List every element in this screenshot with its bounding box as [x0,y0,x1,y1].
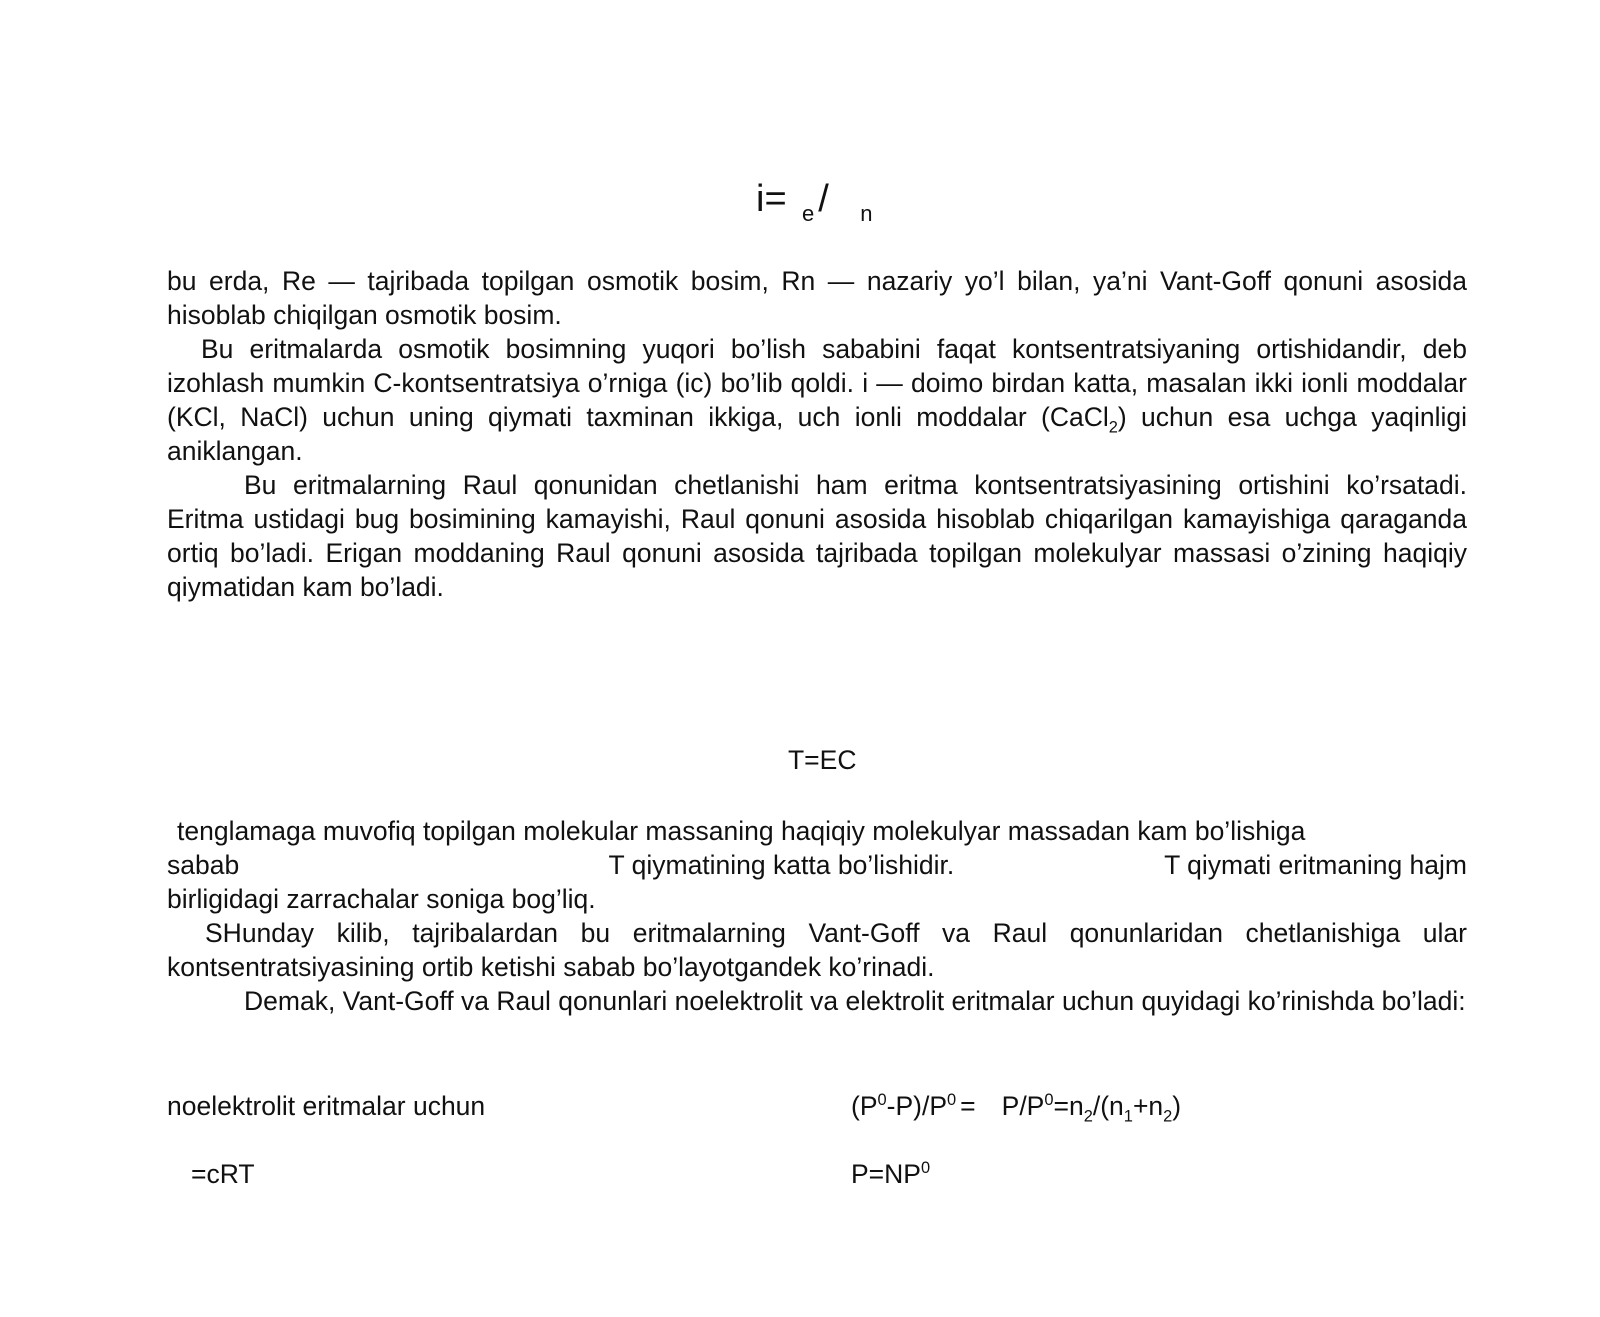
paragraph-4-line-3: birligidagi zarrachalar soniga bog’liq. [167,884,596,914]
paragraph-6: Demak, Vant-Goff va Raul qonunlari noelektrolit va elektrolit eritmalar uchun quyidagi ko’rinishda bo’ladi: [244,986,1466,1016]
formula-i-slash: / [818,178,829,220]
paragraph-4-line-1: tenglamaga muvofiq topilgan molekular massaning haqiqiy molekulyar massadan kam bo’lishiga [177,816,1306,846]
pnp-formula [851,1157,930,1191]
paragraph-4-mid: T qiymatining katta bo’lishidir. [608,850,955,880]
crt-formula: =cRT [191,1159,255,1189]
paragraph-3: Bu eritmalarning Raul qonunidan chetlanishi ham eritma kontsentratsiyasining ortishini ko’rsatadi. Eritma ustidagi bug bosimining kamayishi, Raul qonuni asosida hisoblab chiqarilgan kamayishiga qaraganda ortiq bo’ladi. Erigan moddaning Raul qonuni asosida tajribada topilgan molekulyar massasi o’zining haqiqiy qiymatidan kam bo’ladi. [167,470,1467,602]
paragraph-4-sabab: sabab [167,850,240,880]
paragraph-2-text: Bu eritmalarda osmotik bosimning yuqori bo’lish sababini faqat kontsentratsiyaning ortishidandir, deb izohlash mumkin C-kontsentratsiya o’rniga (ic) bo’lib qoldi. i — doimo birdan katta, masalan ikki ionli moddalar (KCl, NaCl) uchun uning qiymati taxminan ikkiga, uch ionli moddalar (CaCl [167,334,1467,432]
paragraph-2-tail: ) uchun esa uchga yaqinligi aniklangan. [167,402,1467,466]
raoult-formula: $(P^0-P)/P^0 = P/P^0=n_2/(n_1+n_2)$ [851,1091,1182,1126]
pnp-base: P=NP [851,1159,921,1189]
formula-i-e: e [802,201,815,226]
paragraph-2-subscript: 2 [1108,418,1118,437]
paragraph-2 [167,332,1467,468]
formula-i-lhs: i= [756,178,787,220]
noelektrolit-label: noelektrolit eritmalar uchun [167,1091,486,1121]
text-block-bottom [167,814,1467,1018]
formula-i [756,178,873,226]
formula-i-n: n [860,201,873,226]
paragraph-4-end: T qiymati eritmaning hajm [1164,850,1467,880]
paragraph-1: bu erda, Re — tajribada topilgan osmotik bosim, Rn — nazariy yo’l bilan, ya’ni Vant-Goff qonuni asosida hisoblab chiqilgan osmotik bosim. [167,266,1467,330]
pnp-sup: 0 [920,1159,931,1178]
text-block-top [167,264,1467,604]
paragraph-5: SHunday kilib, tajribalardan bu eritmalarning Vant-Goff va Raul qonunlaridan chetlanishiga ular kontsentratsiyasining ortib ketishi sabab bo’layotgandek ko’rinadi. [167,918,1467,982]
formula-t: T=EC [788,745,857,775]
paragraph-4-line-2 [167,848,1467,882]
